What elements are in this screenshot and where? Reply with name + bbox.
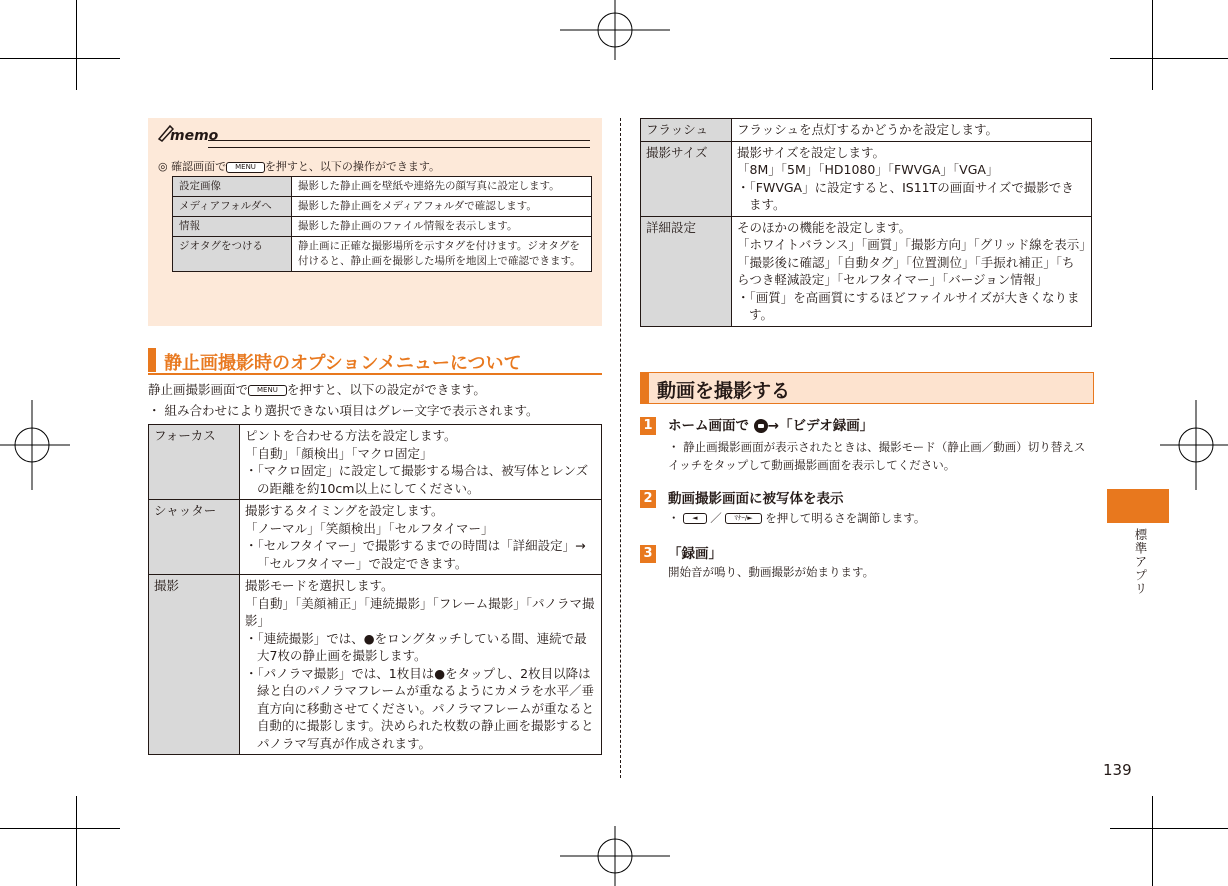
crop-mark xyxy=(76,796,77,886)
table-row: メディアフォルダへ 撮影した静止画をメディアフォルダで確認します。 xyxy=(173,197,592,217)
step-1-note: ・ 静止画撮影画面が表示されたときは、撮影モード（静止画／動画）切り替えスイッチをタップして動画撮影画面を表示してください。 xyxy=(668,440,1086,472)
memo-title: memo xyxy=(170,128,219,144)
table-row: 撮影 撮影モードを選択します。 「自動」「美顔補正」「連続撮影」「フレーム撮影」「パノラマ撮影」 ・「連続撮影」では、●をロングタッチしている間、連続で最大7枚の静止画を撮影します。 ・「パノラマ撮影」では、1枚目は●をタップし、2枚目以降は緑と白のパノラマフレームが重なるようにカメラを水平／垂直方向に移動させてください。パノラマフレームが重なると自動的に撮影します。決められた枚数の静止画を撮影するとパノラマ写真が作成されます。 xyxy=(149,575,602,755)
table-row: フォーカス ピントを合わせる方法を設定します。 「自動」「顔検出」「マクロ固定」 ・「マクロ固定」に設定して撮影する場合は、被写体とレンズの距離を約10cm以上にしてください。 xyxy=(149,425,602,500)
menu-key-icon: MENU xyxy=(226,162,265,173)
manner-key-icon: ﾏﾅｰ/► xyxy=(725,513,761,524)
crop-mark xyxy=(1152,796,1153,886)
crop-mark xyxy=(0,58,120,59)
menu-key-icon: MENU xyxy=(248,385,287,396)
options-note: ・ 組み合わせにより選択できない項目はグレー文字で表示されます。 xyxy=(148,403,539,418)
memo-table xyxy=(172,176,592,272)
crop-mark xyxy=(76,0,77,90)
side-tab-label: 標準アプリ xyxy=(1133,528,1148,596)
registration-mark-right xyxy=(1160,400,1228,490)
table-row: ジオタグをつける 静止画に正確な撮影場所を示すタグを付けます。ジオタグを付けると、静止画を撮影した場所を地図上で確認できます。 xyxy=(173,237,592,272)
table-row: 詳細設定 そのほかの機能を設定します。 「ホワイトバランス」「画質」「撮影方向」「グリッド線を表示」「撮影後に確認」「自動タグ」「位置測位」「手振れ補正」「ちらつき軽減設定」「セルフタイマー」「バージョン情報」 ・「画質」を高画質にするほどファイルサイズが大きくなります。 xyxy=(641,216,1092,326)
registration-mark-left xyxy=(0,400,70,490)
table-row: フラッシュ フラッシュを点灯するかどうかを設定します。 xyxy=(641,119,1092,142)
options-intro: 静止画撮影画面で MENU を押すと、以下の設定ができます。 xyxy=(148,382,486,397)
app-list-icon xyxy=(754,419,768,433)
step-1: 1 ホーム画面で →「ビデオ録画」 xyxy=(640,414,873,435)
crop-mark xyxy=(1110,58,1228,59)
column-divider xyxy=(620,118,621,778)
section-heading-options: 静止画撮影時のオプションメニューについて xyxy=(148,348,602,372)
crop-mark xyxy=(1152,0,1153,90)
options-table-left xyxy=(148,424,602,755)
table-row: 撮影サイズ 撮影サイズを設定します。 「8M」「5M」「HD1080」「FWVGA」「VGA」 ・「FWVGA」に設定すると、IS11Tの画面サイズで撮影できます。 xyxy=(641,141,1092,216)
step-3-note: 開始音が鳴り、動画撮影が始まります。 xyxy=(668,565,875,579)
crop-mark xyxy=(0,828,120,829)
table-row: シャッター 撮影するタイミングを設定します。 「ノーマル」「笑顔検出」「セルフタイマー」 ・「セルフタイマー」で撮影するまでの時間は「詳細設定」→「セルフタイマー」で設定できます。 xyxy=(149,500,602,575)
volume-down-key-icon: ◄ xyxy=(683,513,706,524)
memo-box xyxy=(148,118,602,326)
step-2-note: ・ ◄ ／ ﾏﾅｰ/► を押して明るさを調節します。 xyxy=(668,511,926,525)
registration-mark-top xyxy=(560,0,670,60)
options-table-right xyxy=(640,118,1092,327)
section-heading-video: 動画を撮影する xyxy=(640,372,1094,404)
page-number: 139 xyxy=(1103,761,1132,779)
step-2: 2 動画撮影画面に被写体を表示 xyxy=(640,487,844,508)
registration-mark-bottom xyxy=(560,826,670,886)
side-tab xyxy=(1107,489,1169,523)
step-3: 3 「録画」 xyxy=(640,542,722,563)
table-row: 情報 撮影した静止画のファイル情報を表示します。 xyxy=(173,217,592,237)
crop-mark xyxy=(1110,828,1228,829)
memo-intro: ◎ 確認画面で MENU を押すと、以下の操作ができます。 xyxy=(158,160,441,173)
table-row: 設定画像 撮影した静止画を壁紙や連絡先の顔写真に設定します。 xyxy=(173,177,592,197)
